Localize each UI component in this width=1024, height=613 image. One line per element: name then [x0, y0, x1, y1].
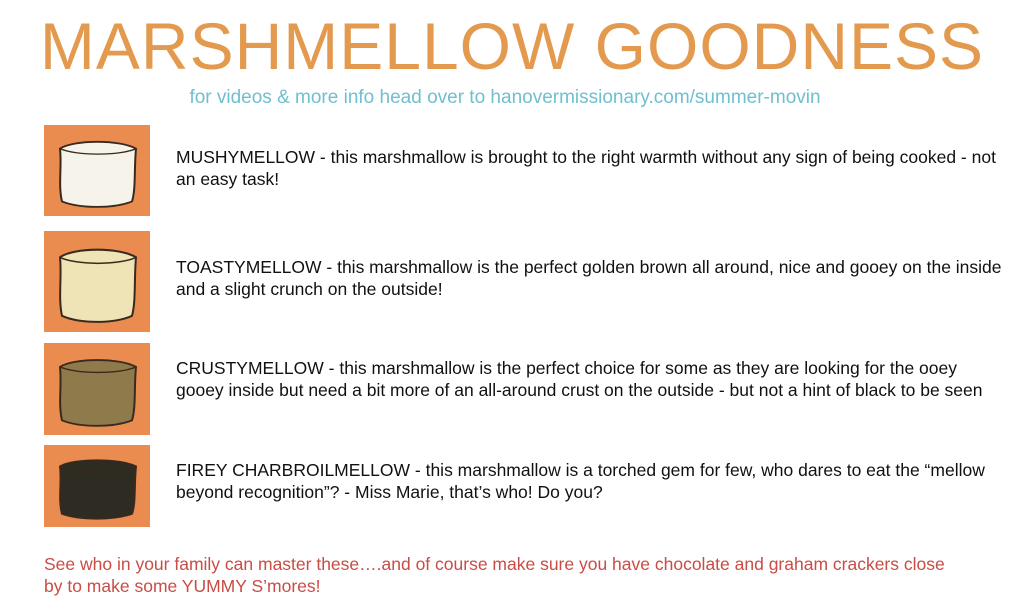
list-item-mushymellow: [44, 125, 1004, 216]
marshmallow-charbroilmellow-icon: [44, 445, 150, 527]
item-description: MUSHYMELLOW - this marshmallow is brought to the right warmth without any sign of being cooked - not an easy task!: [176, 147, 996, 189]
subtitle-link-text: for videos & more info head over to hanovermissionary.com/summer-movin: [189, 87, 821, 108]
item-description: CRUSTYMELLOW - this marshmallow is the perfect choice for some as they are looking for the ooey gooey inside but need a bit more of an all-around crust on the outside - but not a hint of black to be seen: [176, 358, 983, 400]
footer-note: See who in your family can master these….and of course make sure you have chocolate and graham crackers close by to make some YUMMY S’mores!: [44, 554, 945, 596]
marshmallow-toastymellow-icon: [44, 231, 150, 332]
list-item-toastymellow: [44, 231, 1004, 332]
list-item-crustymellow: [44, 343, 1004, 435]
page-title: MARSHMELLOW GOODNESS: [39, 9, 985, 83]
marshmallow-mushymellow-icon: [44, 125, 150, 216]
marshmallow-crustymellow-icon: [44, 343, 150, 435]
item-description: TOASTYMELLOW - this marshmallow is the perfect golden brown all around, nice and gooey on the inside and a slight crunch on the outside!: [176, 257, 1002, 299]
list-item-charbroilmellow: [44, 445, 1004, 527]
item-description: FIREY CHARBROILMELLOW - this marshmallow is a torched gem for few, who dares to eat the “mellow beyond recognition”? - Miss Marie, that’s who! Do you?: [176, 460, 985, 502]
